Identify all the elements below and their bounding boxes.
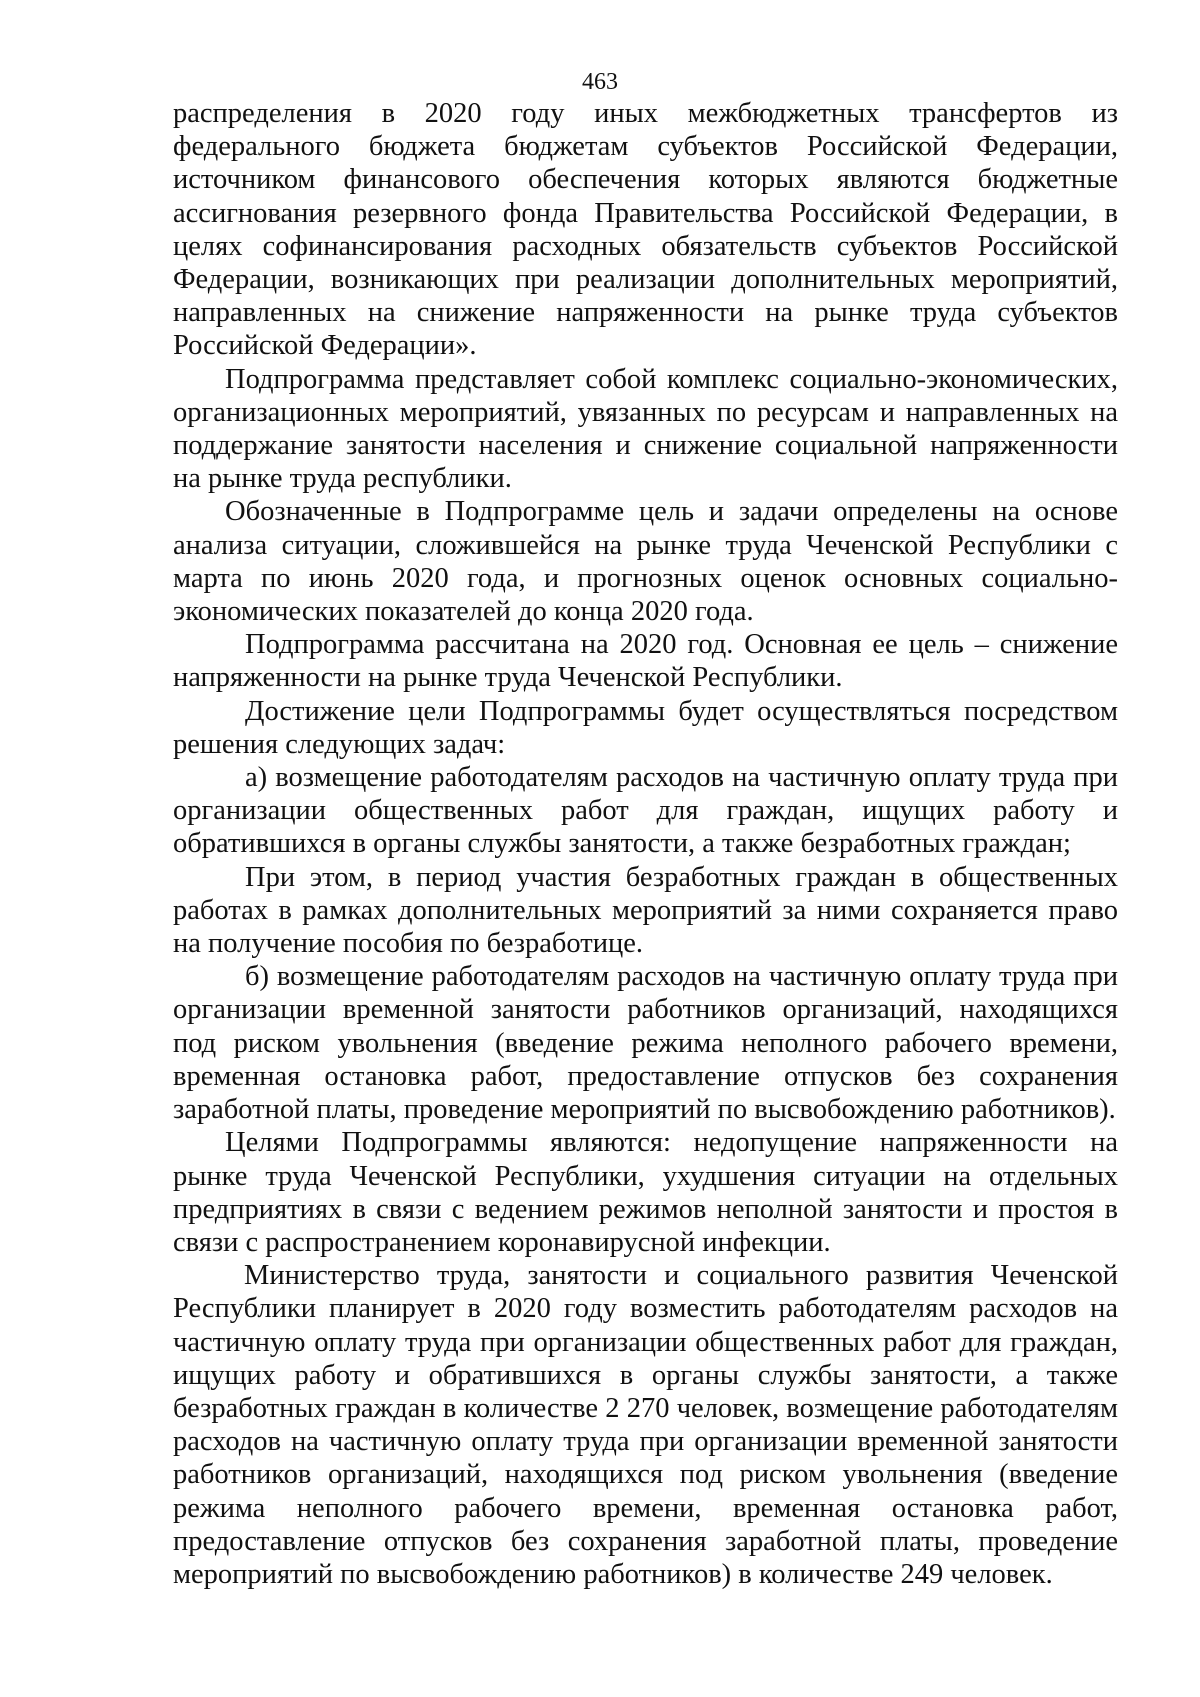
paragraph-unemployment-benefit: При этом, в период участия безработных граждан в общественных работах в рамках дополнительных мероприятий за ними сохраняется право на получение пособия по безработице. xyxy=(173,861,1118,960)
paragraph-tasks-intro: Достижение цели Подпрограммы будет осуществляться посредством решения следующих задач: xyxy=(173,695,1118,760)
paragraph-task-b: б) возмещение работодателям расходов на частичную оплату труда при организации временной занятости работников организаций, находящихся под риском увольнения (введение режима неполного рабочего времени, временная остановка работ, предоставление отпусков без сохранения заработной платы, проведение мероприятий по высвобождению работников). xyxy=(173,961,1118,1126)
document-body xyxy=(173,97,1118,1591)
paragraph-main-goal: Подпрограмма рассчитана на 2020 год. Основная ее цель – снижение напряженности на рынке труда Чеченской Республики. xyxy=(173,629,1118,694)
paragraph-objectives: Целями Подпрограммы являются: недопущение напряженности на рынке труда Чеченской Республики, ухудшения ситуации на отдельных предприятиях в связи с ведением режимов неполной занятости и простоя в связи с распространением коронавирусной инфекции. xyxy=(173,1127,1118,1258)
paragraph-continuation: распределения в 2020 году иных межбюджетных трансфертов из федерального бюджета бюджетам субъектов Российской Федерации, источником финансового обеспечения которых являются бюджетные ассигнования резервного фонда Правительства Российской Федерации, в целях софинансирования расходных обязательств субъектов Российской Федерации, возникающих при реализации дополнительных мероприятий, направленных на снижение напряженности на рынке труда субъектов Российской Федерации». xyxy=(173,98,1118,362)
paragraph-task-a: а) возмещение работодателям расходов на частичную оплату труда при организации общественных работ для граждан, ищущих работу и обратившихся в органы службы занятости, а также безработных граждан; xyxy=(173,762,1118,860)
page-number: 463 xyxy=(582,69,618,95)
paragraph-ministry-plan: Министерство труда, занятости и социального развития Чеченской Республики планирует в 2020 году возместить работодателям расходов на частичную оплату труда при организации общественных работ для граждан, ищущих работу и обратившихся в органы службы занятости, а также безработных граждан в количестве 2 270 человек, возмещение работодателям расходов на частичную оплату труда при организации временной занятости работников организаций, находящихся под риском увольнения (введение режима неполного рабочего времени, временная остановка работ, предоставление отпусков без сохранения заработной платы, проведение мероприятий по высвобождению работников) в количестве 249 человек. xyxy=(173,1260,1118,1590)
paragraph-subprogram-description: Подпрограмма представляет собой комплекс социально-экономических, организационных мероприятий, увязанных по ресурсам и направленных на поддержание занятости населения и снижение социальной напряженности на рынке труда республики. xyxy=(173,363,1118,495)
paragraph-goals-basis: Обозначенные в Подпрограмме цель и задачи определены на основе анализа ситуации, сложившейся на рынке труда Чеченской Республики с марта по июнь 2020 года, и прогнозных оценок основных социально-экономических показателей до конца 2020 года. xyxy=(173,496,1118,628)
